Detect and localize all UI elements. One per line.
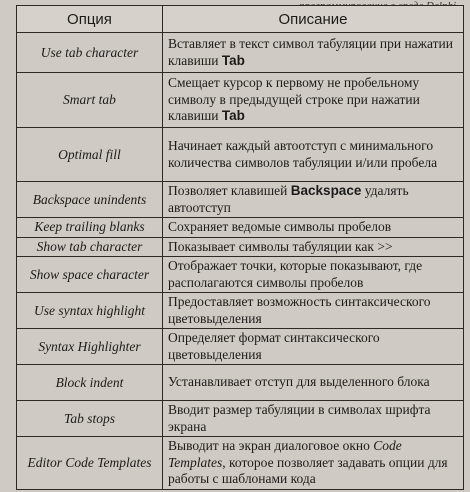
description-text: Позволяет клавишей (168, 183, 288, 198)
description-cell: Устанавливает отступ для выделенного блока (163, 365, 464, 401)
key-name: Tab (221, 108, 245, 124)
description-cell: Отображает точки, которые показывают, где располагаются символы пробелов (163, 257, 464, 293)
table-row (17, 257, 464, 293)
table-row (17, 218, 464, 238)
option-cell: Use tab character (17, 33, 163, 73)
table-row (17, 293, 464, 329)
description-tail: , которое позволяет задавать опции для работы с шаблонами кода (168, 454, 448, 486)
description-cell: Начинает каждый автоотступ с минимального количества символов табуляции и/или пробела (163, 128, 464, 182)
description-cell (163, 182, 464, 218)
table-row (17, 182, 464, 218)
option-cell: Editor Code Templates (17, 437, 163, 490)
description-cell: Определяет формат синтаксического цветовыделения (163, 329, 464, 365)
option-cell: Smart tab (17, 73, 163, 128)
table-row (17, 401, 464, 437)
description-cell: Показывает символы табуляции как >> (163, 237, 464, 257)
table-row (17, 128, 464, 182)
option-cell: Tab stops (17, 401, 163, 437)
option-cell: Show space character (17, 257, 163, 293)
description-cell (163, 437, 464, 490)
table-row (17, 33, 464, 73)
option-cell: Keep trailing blanks (17, 218, 163, 238)
description-text: Смещает курсор к первому не пробельному символу в предыдущей строке при нажатии клавиши (168, 75, 420, 124)
dialog-name: Code Templates (168, 438, 402, 470)
description-cell (163, 33, 464, 73)
table-row (17, 329, 464, 365)
option-cell: Show tab character (17, 237, 163, 257)
table-header-row (17, 6, 464, 33)
table-row (17, 437, 464, 490)
description-cell (163, 73, 464, 128)
description-text: Выводит на экран диалоговое окно (168, 438, 370, 453)
option-cell: Optimal fill (17, 128, 163, 182)
description-tail: удалять автоотступ (168, 183, 409, 215)
description-cell: Вводит размер табуляции в символах шрифта экрана (163, 401, 464, 437)
option-cell: Use syntax highlight (17, 293, 163, 329)
header-description: Описание (163, 6, 464, 33)
header-option: Опция (17, 6, 163, 33)
option-cell: Block indent (17, 365, 163, 401)
option-cell: Backspace unindents (17, 182, 163, 218)
key-name: Tab (221, 52, 245, 68)
table-row (17, 237, 464, 257)
table-row (17, 365, 464, 401)
table-row (17, 73, 464, 128)
option-cell: Syntax Highlighter (17, 329, 163, 365)
key-name: Backspace (290, 183, 362, 198)
description-cell: Сохраняет ведомые символы пробелов (163, 218, 464, 238)
options-table (16, 5, 464, 490)
description-cell: Предоставляет возможность синтаксического цветовыделения (163, 293, 464, 329)
description-text: Вставляет в текст символ табуляции при нажатии клавиши (168, 36, 453, 68)
